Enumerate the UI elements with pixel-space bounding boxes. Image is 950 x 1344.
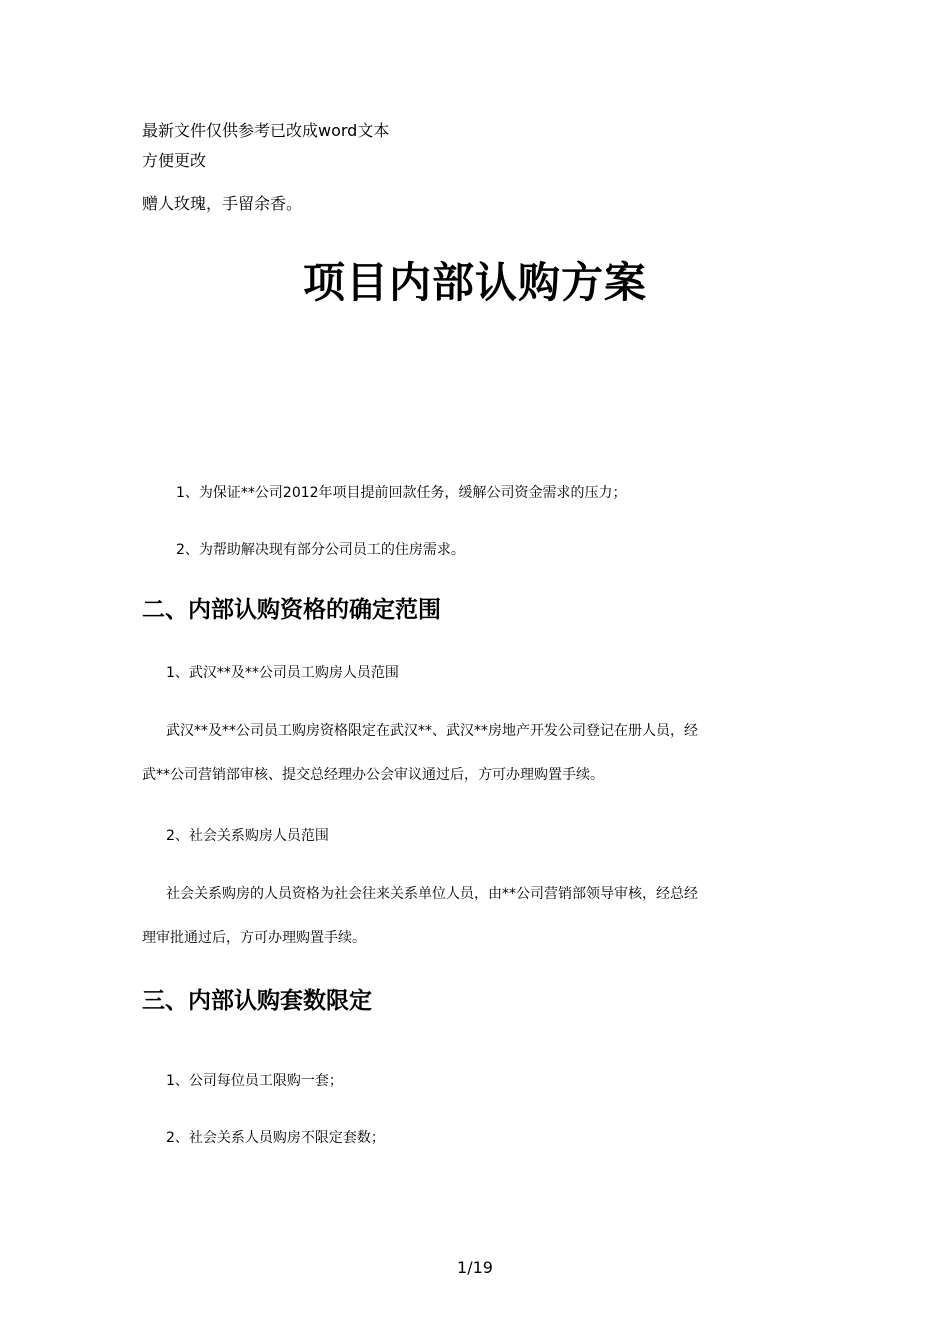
purpose-item-2: 2、为帮助解决现有部分公司员工的住房需求。 xyxy=(176,542,465,558)
header-note-line1: 最新文件仅供参考已改成word文本 xyxy=(142,121,390,140)
subsection-title-staff: 1、武汉**及**公司员工购房人员范围 xyxy=(166,665,399,681)
social-paragraph-line2: 理审批通过后，方可办理购置手续。 xyxy=(142,930,366,946)
limit-item-2: 2、社会关系人员购房不限定套数； xyxy=(166,1130,385,1146)
social-paragraph-line1: 社会关系购房的人员资格为社会往来关系单位人员，由**公司营销部领导审核，经总经 xyxy=(166,886,698,902)
staff-paragraph-line1: 武汉**及**公司员工购房资格限定在武汉**、武汉**房地产开发公司登记在册人员，经 xyxy=(166,723,698,739)
limit-item-1: 1、公司每位员工限购一套； xyxy=(166,1073,343,1089)
header-note-line2: 方便更改 xyxy=(142,151,207,170)
subsection-title-social: 2、社会关系购房人员范围 xyxy=(166,828,329,844)
staff-paragraph-line2: 武**公司营销部审核、提交总经理办公会审议通过后，方可办理购置手续。 xyxy=(142,767,604,783)
purpose-item-1: 1、为保证**公司2012年项目提前回款任务，缓解公司资金需求的压力； xyxy=(176,485,627,501)
page-number: 1/19 xyxy=(457,1258,493,1277)
document-title: 项目内部认购方案 xyxy=(302,258,647,307)
section-heading-qualification: 二、内部认购资格的确定范围 xyxy=(142,597,441,623)
header-note-line3: 赠人玫瑰，手留余香。 xyxy=(142,194,303,213)
section-heading-limit: 三、内部认购套数限定 xyxy=(142,988,372,1014)
